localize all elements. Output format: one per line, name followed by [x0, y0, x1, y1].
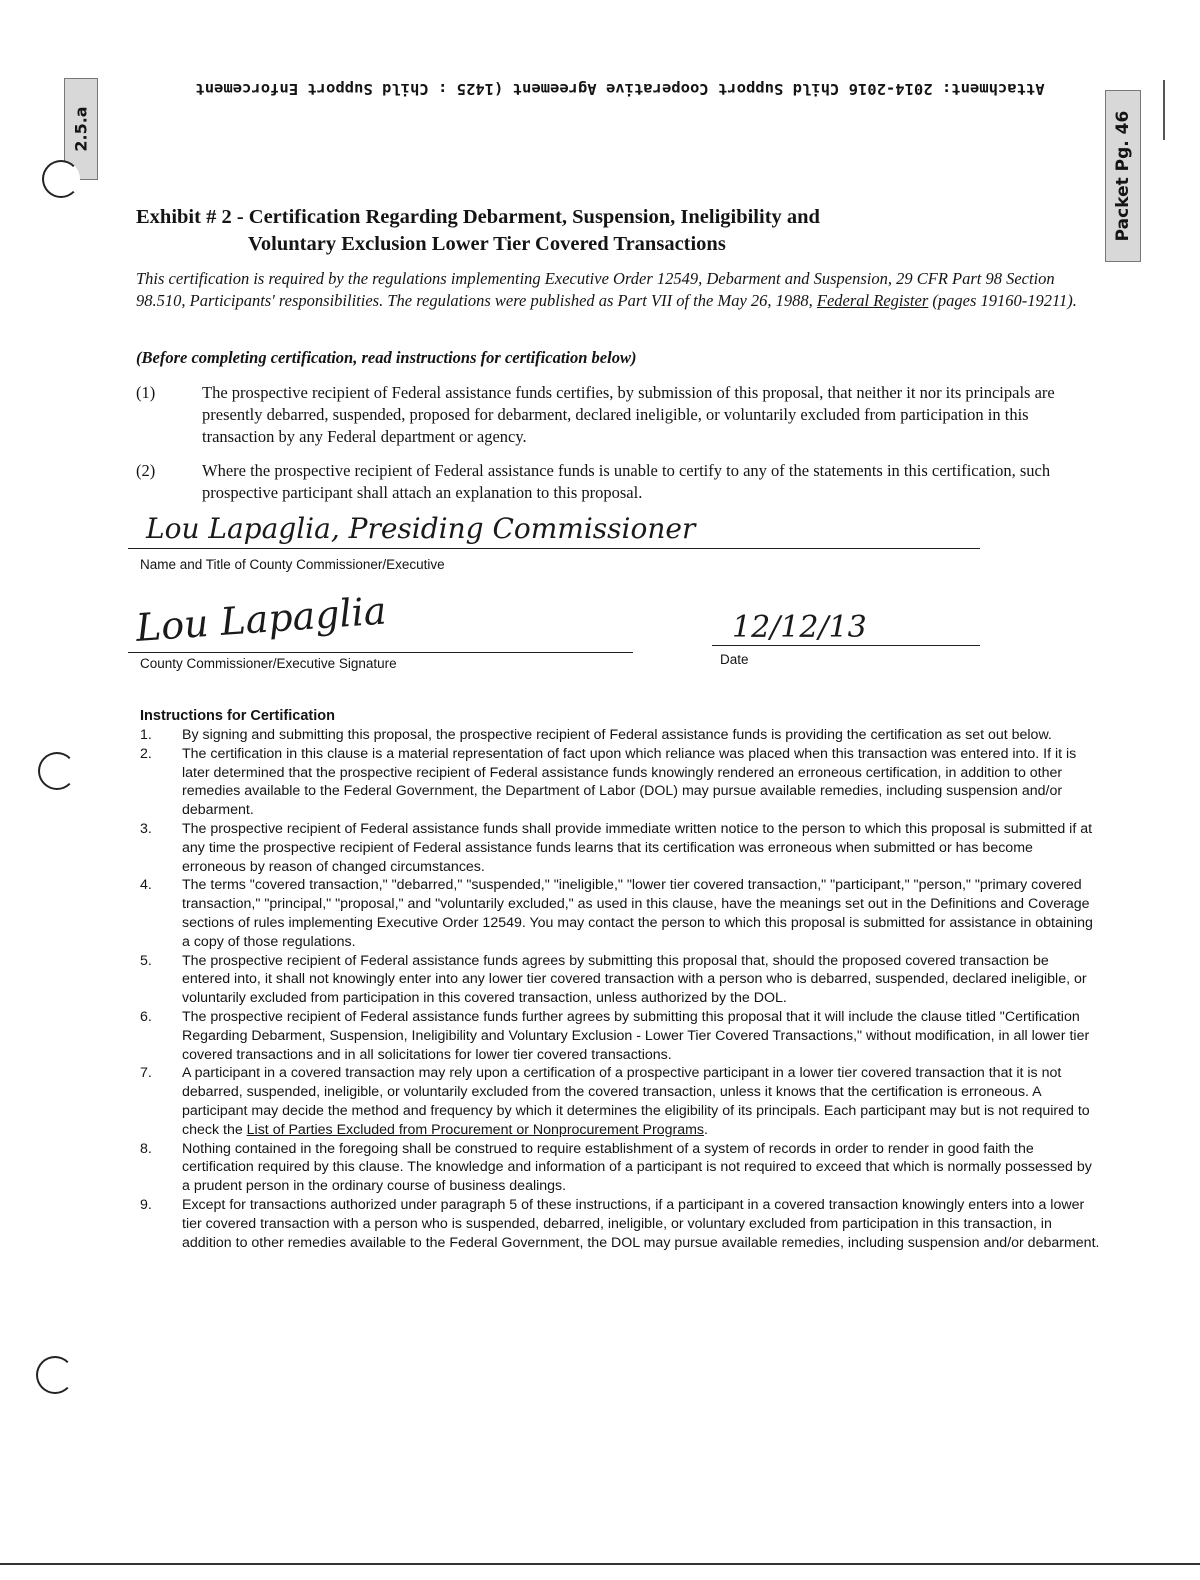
name-title-caption: Name and Title of County Commissioner/Executive: [140, 557, 445, 572]
instruction-item: 9. Except for transactions authorized under paragraph 5 of these instructions, if a participant in a covered transaction knowingly enters into a lower tier covered transaction with a person who is suspended, debarred, ineligible, or voluntary excluded from participation in this transaction, in addition to other remedies available to the Federal Government, the DOL may pursue available remedies, including suspension and/or debarment.: [140, 1196, 1100, 1251]
name-title-handwriting: Lou Lapaglia, Presiding Commissioner: [146, 512, 696, 545]
statement-number: (2): [136, 461, 156, 480]
date-line: [712, 645, 980, 646]
signature-caption: County Commissioner/Executive Signature: [140, 656, 397, 671]
instruction-item: 8. Nothing contained in the foregoing shall be construed to require establishment of a system of records in order to render in good faith the certification required by this clause. The knowledge and information of a participant is not required to exceed that which is normally possessed by a prudent person in the ordinary course of business dealings.: [140, 1140, 1092, 1195]
title-line-1: Exhibit # 2 - Certification Regarding Debarment, Suspension, Ineligibility and: [136, 206, 820, 228]
document-title: [136, 204, 996, 258]
instruction-item: 5. The prospective recipient of Federal assistance funds agrees by submitting this proposal that, should the proposed covered transaction be entered into, it shall not knowingly enter into any lower tier covered transaction with a person who is debarred, suspended, declared ineligible, or voluntarily excluded from participation in this covered transaction, unless authorized by the DOL.: [140, 952, 1087, 1007]
punch-hole-middle: [38, 752, 76, 790]
punch-hole-bottom: [36, 1356, 74, 1394]
statement-text: Where the prospective recipient of Federal assistance funds is unable to certify to any of the statements in this certification, such prospective participant shall attach an explanation to this proposal.: [202, 461, 1051, 502]
punch-hole-top: [42, 160, 80, 198]
name-title-line: [128, 548, 980, 549]
attachment-header: Attachment: 2014-2016 Child Support Cooperative Agreement (1425 : Child Support Enforcement: [195, 80, 1045, 98]
excluded-parties-list-link: List of Parties Excluded from Procurement or Nonprocurement Programs: [246, 1121, 705, 1138]
statement-2: [136, 460, 1086, 504]
instruction-item: 7. A participant in a covered transaction may rely upon a certification of a prospective participant in a lower tier covered transaction that it is not debarred, suspended, ineligible, or voluntarily excluded from the covered transaction, unless it knows that the certification is erroneous. A participant may decide the method and frequency by which it determines the eligibility of its principals. Each participant may but is not required to check the List of Parties Excluded from Procurement or Nonprocurement Programs.: [140, 1065, 1090, 1138]
bottom-scan-line: [0, 1563, 1200, 1565]
statement-text: The prospective recipient of Federal assistance funds certifies, by submission of this proposal, that neither it nor its principals are presently debarred, suspended, proposed for debarment, declared ineligible, or voluntarily excluded from participation in this transaction by any Federal department or agency.: [202, 383, 1055, 446]
statement-number: (1): [136, 383, 156, 402]
instruction-item: 6. The prospective recipient of Federal assistance funds further agrees by submitting this proposal that it will include the clause titled "Certification Regarding Debarment, Suspension, Ineligibility and Voluntary Exclusion - Lower Tier Covered Transactions," without modification, in all lower tier covered transactions and in all solicitations for lower tier covered transactions.: [140, 1008, 1090, 1063]
date-caption: Date: [720, 652, 749, 667]
before-completing-note: (Before completing certification, read instructions for certification below): [136, 348, 637, 367]
intro-text-2: (pages 19160-19211).: [928, 291, 1077, 310]
instructions-list: [140, 726, 1100, 1252]
federal-register-link: Federal Register: [816, 291, 929, 310]
date-handwriting: 12/12/13: [732, 610, 867, 645]
instruction-item: 1. By signing and submitting this proposal, the prospective recipient of Federal assistance funds is providing the certification as set out below.: [140, 727, 1052, 743]
instructions-heading: Instructions for Certification: [140, 708, 335, 724]
signature-handwriting: Lou Lapaglia: [134, 588, 388, 650]
packet-page-stamp: [1105, 90, 1141, 262]
packet-page-label: Packet Pg. 46: [1113, 110, 1133, 242]
statement-1: [136, 382, 1086, 448]
intro-text-1: This certification is required by the regulations implementing Executive Order 12549, Debarment and Suspension, 29 CFR Part 98 Section 98.510, Participants' responsibilities. The regulations were published as Part VII of the May 26, 1988,: [136, 269, 1055, 310]
title-line-2: Voluntary Exclusion Lower Tier Covered Transactions: [248, 233, 726, 255]
section-stamp-label: 2.5.a: [71, 106, 91, 152]
edge-mark: [1163, 80, 1165, 140]
intro-paragraph: [136, 268, 1086, 312]
instruction-item: 4. The terms "covered transaction," "debarred," "suspended," "ineligible," "lower tier covered transaction," "participant," "person," "primary covered transaction," "principal," "proposal," and "voluntarily excluded," as used in this clause, have the meanings set out in the Definitions and Coverage sections of rules implementing Executive Order 12549. You may contact the person to which this proposal is submitted for assistance in obtaining a copy of those regulations.: [140, 877, 1093, 950]
signature-line: [128, 652, 633, 653]
instruction-item: 2. The certification in this clause is a material representation of fact upon which reliance was placed when this transaction was entered into. If it is later determined that the prospective recipient of Federal assistance funds knowingly rendered an erroneous certification, in addition to other remedies available to the Federal Government, the Department of Labor (DOL) may pursue available remedies, including suspension and/or debarment.: [140, 745, 1077, 819]
instruction-item: 3. The prospective recipient of Federal assistance funds shall provide immediate written notice to the person to which this proposal is submitted if at any time the prospective recipient of Federal assistance funds learns that its certification was erroneous when submitted or has become erroneous by reason of changed circumstances.: [140, 820, 1093, 875]
